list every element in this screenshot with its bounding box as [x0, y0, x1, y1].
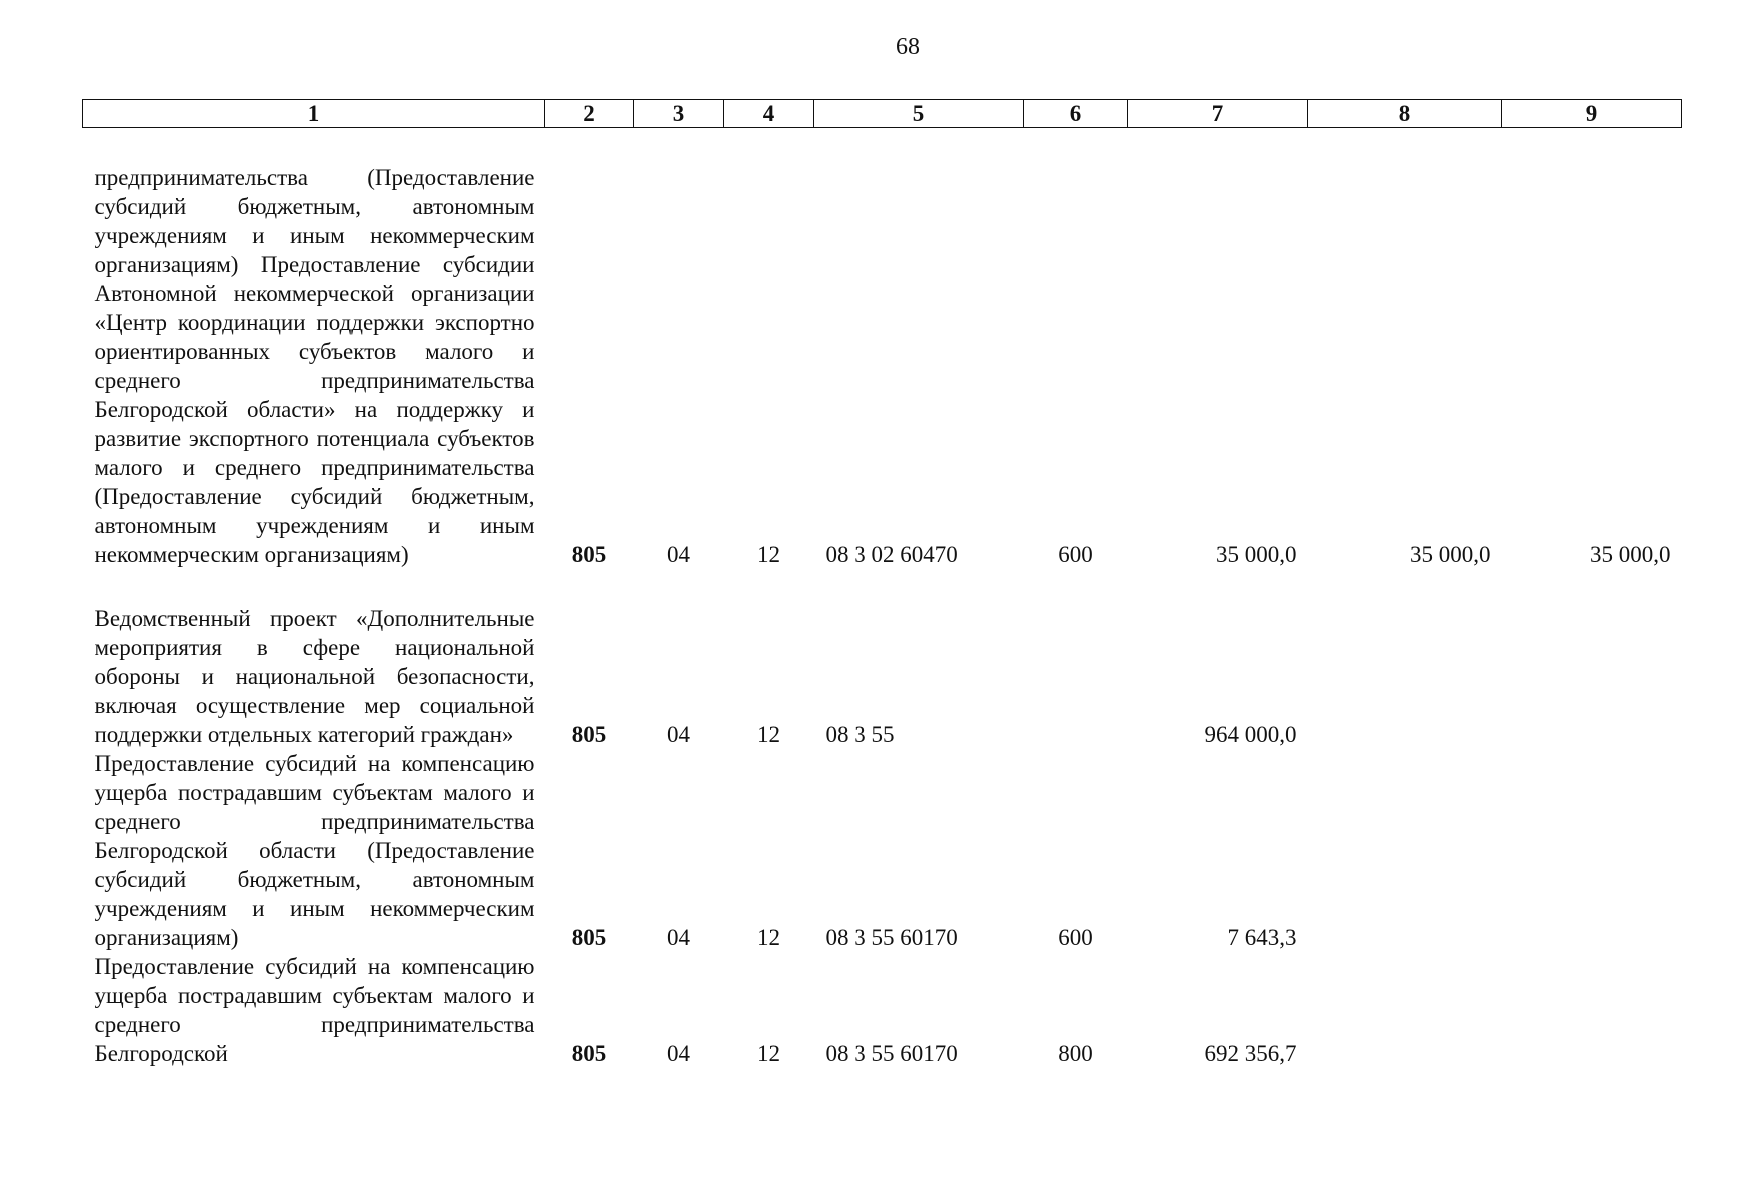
budget-table [82, 99, 1682, 1068]
expense-type-code: 600 [1058, 924, 1093, 950]
column-header-1: 1 [83, 100, 545, 128]
table-row [83, 749, 1682, 952]
ministry-code: 805 [571, 721, 607, 747]
column-header-9: 9 [1502, 100, 1682, 128]
page-number: 68 [896, 34, 920, 60]
row-description: Предоставление субсидий на компенсацию ущерба пострадавшим субъектам малого и среднего предпринимательства Белгородской [94, 953, 535, 1066]
section-code: 04 [667, 541, 690, 567]
target-article-code: 08 3 55 60170 [825, 924, 958, 950]
column-header-6: 6 [1024, 100, 1128, 128]
amount-col-7: 35 000,0 [1216, 541, 1297, 567]
target-article-code: 08 3 55 [825, 721, 895, 747]
amount-col-8 [1308, 952, 1502, 1068]
amount-col-8 [1308, 749, 1502, 952]
expense-type-code [1024, 569, 1128, 749]
amount-col-8 [1308, 569, 1502, 749]
amount-col-7: 964 000,0 [1204, 721, 1297, 747]
row-description: предпринимательства (Предоставление субсидий бюджетным, автономным учреждениям и иным некоммерческим организациям) Предоставление субсидии Автономной некоммерческой организации «Центр координации поддержки экспортно ориентированных субъектов малого и среднего предпринимательства Белгородской области» на поддержку и развитие экспортного потенциала субъектов малого и среднего предпринимательства (Предоставление субсидий бюджетным, автономным учреждениям и иным некоммерческим организациям) [94, 164, 535, 567]
subsection-code: 12 [757, 1040, 780, 1066]
ministry-code: 805 [571, 1040, 607, 1066]
amount-col-7: 692 356,7 [1204, 1040, 1297, 1066]
amount-col-8: 35 000,0 [1410, 541, 1491, 567]
section-code: 04 [667, 721, 690, 747]
table-row [83, 128, 1682, 569]
amount-col-9 [1502, 749, 1682, 952]
amount-col-9: 35 000,0 [1590, 541, 1671, 567]
target-article-code: 08 3 02 60470 [825, 541, 958, 567]
subsection-code: 12 [757, 541, 780, 567]
column-header-7: 7 [1128, 100, 1308, 128]
row-description: Предоставление субсидий на компенсацию ущерба пострадавшим субъектам малого и среднего предпринимательства Белгородской области (Предоставление субсидий бюджетным, автономным учреждениям и иным некоммерческим организациям) [94, 750, 535, 950]
subsection-code: 12 [757, 721, 780, 747]
amount-col-7: 7 643,3 [1227, 924, 1297, 950]
section-code: 04 [667, 924, 690, 950]
column-header-4: 4 [724, 100, 814, 128]
ministry-code: 805 [571, 924, 607, 950]
expense-type-code: 800 [1058, 1040, 1093, 1066]
table-header [83, 100, 1682, 128]
amount-col-9 [1502, 952, 1682, 1068]
row-description: Ведомственный проект «Дополнительные мероприятия в сфере национальной обороны и национальной безопасности, включая осуществление мер социальной поддержки отдельных категорий граждан» [94, 605, 535, 747]
column-header-2: 2 [545, 100, 634, 128]
table-row [83, 569, 1682, 749]
table-body [83, 128, 1682, 1068]
target-article-code: 08 3 55 60170 [825, 1040, 958, 1066]
column-header-8: 8 [1308, 100, 1502, 128]
subsection-code: 12 [757, 924, 780, 950]
column-header-5: 5 [814, 100, 1024, 128]
ministry-code: 805 [571, 541, 607, 567]
expense-type-code: 600 [1058, 541, 1093, 567]
column-header-3: 3 [634, 100, 724, 128]
header-row [83, 100, 1682, 128]
table-row [83, 952, 1682, 1068]
amount-col-9 [1502, 569, 1682, 749]
section-code: 04 [667, 1040, 690, 1066]
